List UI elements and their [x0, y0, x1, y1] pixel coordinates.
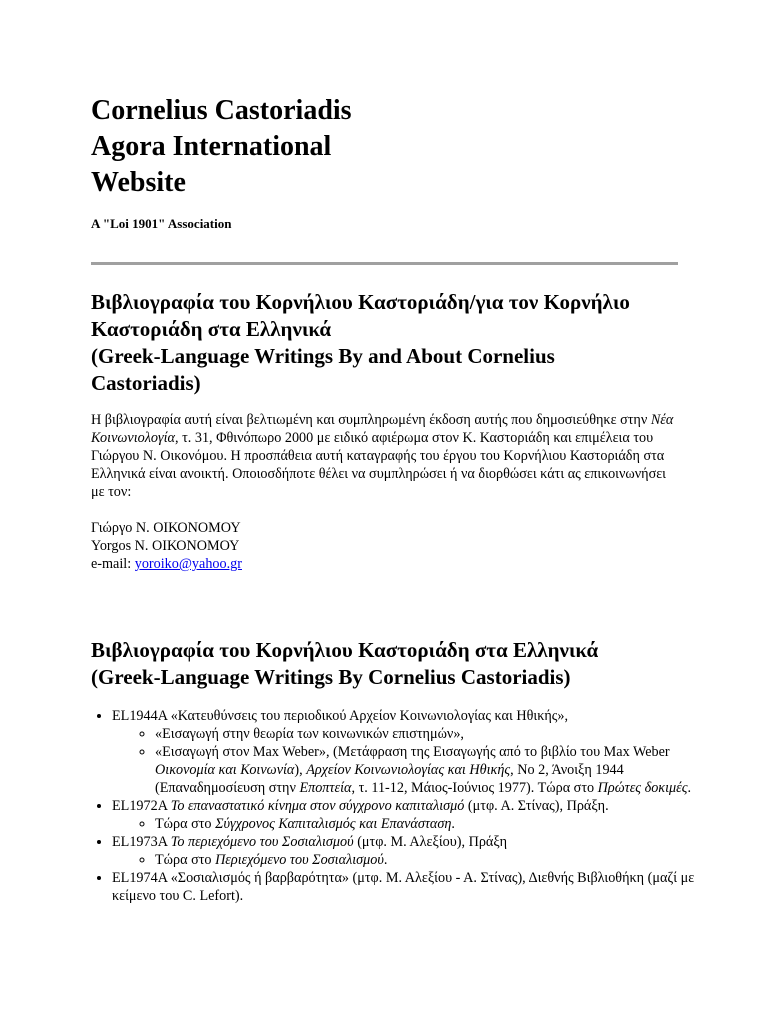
heading-line: Βιβλιογραφία του Κορνήλιου Καστοριάδη στα Ελληνικά: [91, 638, 599, 662]
site-title-line-2: Agora International: [91, 131, 332, 162]
sub-list-item: [155, 743, 712, 797]
entry-text: .: [383, 852, 388, 868]
site-title-line-1: Cornelius Castoriadis: [91, 95, 352, 126]
contact-name-greek: Γιώργο Ν. ΟΙΚΟΝΟΜΟΥ: [91, 520, 241, 536]
entry-text: (μτφ. Α. Στίνας), Πράξη.: [464, 798, 609, 814]
section-heading-writings: [91, 637, 691, 691]
book-title: Περιεχόμενο του Σοσιαλισμού: [215, 852, 384, 868]
book-title: Σύγχρονος Καπιταλισμός και Επανάσταση: [215, 816, 452, 832]
site-title: [91, 93, 352, 201]
horizontal-divider: [91, 262, 678, 265]
entry-text: Τώρα στο: [155, 816, 216, 832]
sub-list-item: [155, 725, 712, 743]
sub-list-item: [155, 815, 712, 833]
heading-line: (Greek-Language Writings By and About Cornelius: [91, 344, 555, 368]
book-title: Το επαναστατικό κίνημα στον σύγχρονο καπιταλισμό: [170, 798, 465, 814]
entry-text: «Εισαγωγή στην θεωρία των κοινωνικών επιστημών»,: [155, 726, 464, 742]
sub-list: [112, 851, 712, 869]
contact-name-latin: Yorgos N. ΟΙΚΟΝΟΜΟΥ: [91, 538, 240, 554]
entry-text: EL1974A «Σοσιαλισμός ή βαρβαρότητα» (μτφ. Μ. Αλεξίου - Α. Στίνας), Διεθνής Βιβλιοθήκη (μαζί με κείμενο του C. Lefort).: [112, 870, 695, 904]
site-title-line-3: Website: [91, 167, 186, 198]
entry-text: EL1944A «Κατευθύνσεις του περιοδικού Αρχείον Κοινωνιολογίας και Ηθικής»,: [112, 708, 569, 724]
book-title: Πρώτες δοκιμές: [597, 780, 688, 796]
list-item: [112, 707, 712, 797]
intro-text: , τ. 31, Φθινόπωρο 2000 με ειδικό αφιέρωμα στον Κ. Καστοριάδη και επιμέλεια του Γιώργου Ν. Οικονόμου. Η προσπάθεια αυτή καταγραφής του έργου του Κορνήλιου Καστοριάδη στα Ελληνικά είναι ανοικτή. Οποιοσδήποτε θέλει να συμπληρώσει ή να διορθώσει κάτι ας επικοινωνήσει με τον:: [91, 430, 667, 500]
entry-text: ),: [294, 762, 307, 778]
list-item: [112, 869, 712, 905]
section-heading-bibliography: [91, 289, 691, 397]
book-title: Οικονομία και Κοινωνία: [155, 762, 295, 778]
bibliography-list: [91, 707, 712, 905]
heading-line: Castoriadis): [91, 371, 201, 395]
contact-block: [91, 519, 242, 573]
email-label: e-mail:: [91, 556, 135, 572]
entry-text: .: [451, 816, 455, 832]
book-title: Εποπτεία: [299, 780, 352, 796]
entry-text: (μτφ. Μ. Αλεξίου), Πράξη: [353, 834, 508, 850]
book-title: Το περιεχόμενο του Σοσιαλισμού: [170, 834, 354, 850]
entry-text: .: [687, 780, 692, 796]
email-link[interactable]: yoroiko@yahoo.gr: [134, 556, 242, 572]
entry-code: EL1972A: [112, 798, 171, 814]
book-title: Αρχείον Κοινωνιολογίας και Ηθικής: [306, 762, 511, 778]
entry-text: , τ. 11-12, Μάιος-Ιούνιος 1977). Τώρα στο: [351, 780, 598, 796]
entry-text: «Εισαγωγή στον Max Weber», (Μετάφραση της Εισαγωγής από το βιβλίο του Max Weber: [155, 744, 670, 760]
list-item: [112, 833, 712, 869]
intro-paragraph: [91, 411, 681, 501]
association-subtitle: A "Loi 1901" Association: [91, 216, 232, 231]
list-item: [112, 797, 712, 833]
heading-line: Βιβλιογραφία του Κορνήλιου Καστοριάδη/για τον Κορνήλιο: [91, 290, 630, 314]
entry-code: EL1973A: [112, 834, 171, 850]
journal-title: Νέα Κοινωνιολογία: [91, 412, 674, 446]
sub-list: [112, 725, 712, 797]
intro-text: Η βιβλιογραφία αυτή είναι βελτιωμένη και συμπληρωμένη έκδοση αυτής που δημοσιεύθηκε στην: [91, 412, 651, 428]
sub-list-item: [155, 851, 712, 869]
heading-line: Καστοριάδη στα Ελληνικά: [91, 317, 332, 341]
sub-list: [112, 815, 712, 833]
heading-line: (Greek-Language Writings By Cornelius Castoriadis): [91, 665, 571, 689]
entry-text: , Νο 2, Άνοιξη 1944 (Επαναδημοσίευση στην: [155, 762, 624, 796]
entry-text: Τώρα στο: [155, 852, 216, 868]
